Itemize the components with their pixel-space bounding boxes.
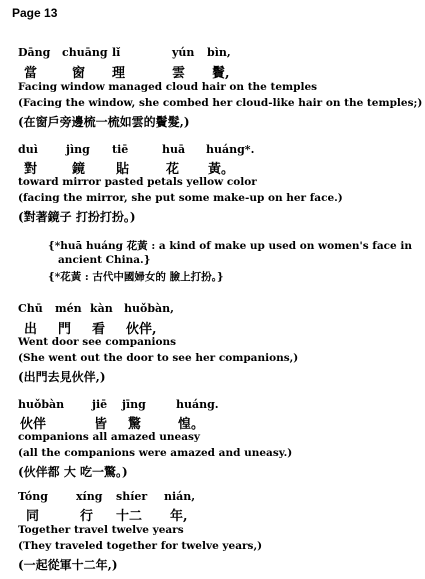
hanzi-char: 出	[24, 322, 38, 337]
hanzi-char: 貼	[116, 162, 130, 177]
hanzi-char: 鬢,	[212, 66, 230, 81]
pinyin-word: xíng	[76, 490, 103, 503]
hanzi-char: 鏡	[72, 162, 86, 177]
literal-line: companions all amazed uneasy	[18, 431, 201, 443]
pinyin-word: huáng.	[176, 398, 219, 411]
hanzi-char: 十二	[116, 509, 143, 524]
pinyin-word: huǒbàn	[18, 398, 65, 411]
pinyin-word: tiē	[112, 143, 129, 156]
page-title: Page 13	[12, 6, 58, 20]
hanzi-char: 同	[26, 509, 40, 524]
pinyin-word: jiē	[92, 398, 108, 411]
pinyin-word: huā	[162, 143, 186, 156]
chinese-translation: (對著鏡子 打扮打扮。)	[18, 210, 136, 224]
translation-line: (She went out the door to see her companions,)	[18, 352, 299, 364]
translation-line: (They traveled together for twelve years,)	[18, 540, 263, 552]
hanzi-char: 窗	[72, 66, 86, 81]
literal-line: Together travel twelve years	[18, 524, 184, 536]
pinyin-word: kàn	[90, 302, 113, 315]
hanzi-char: 皆	[94, 417, 108, 432]
footnote-line: ancient China.}	[58, 254, 151, 266]
pinyin-word: jìng	[66, 143, 90, 156]
chinese-translation: (在窗戶旁邊梳一梳如雲的鬢髮,)	[18, 115, 190, 129]
pinyin-word: mén	[55, 302, 82, 315]
translation-line: (all the companions were amazed and uneasy.)	[18, 447, 293, 459]
hanzi-char: 門	[58, 322, 72, 337]
pinyin-word: lǐ	[112, 46, 121, 59]
literal-line: Went door see companions	[18, 336, 177, 348]
chinese-translation: (一起從軍十二年,)	[18, 558, 118, 572]
translation-line: (facing the mirror, she put some make-up on her face.)	[18, 192, 343, 204]
chinese-translation: (伙伴都 大 吃一驚。)	[18, 465, 128, 479]
literal-line: toward mirror pasted petals yellow color	[18, 176, 257, 188]
hanzi-char: 惶。	[178, 417, 205, 432]
translation-line: (Facing the window, she combed her cloud-like hair on the temples;)	[18, 97, 423, 109]
hanzi-char: 雲	[172, 66, 186, 81]
pinyin-word: shíer	[116, 490, 148, 503]
hanzi-char: 當	[24, 66, 38, 81]
footnote-line: {*花黃 : 古代中國婦女的 臉上打扮。}	[48, 271, 224, 283]
hanzi-char: 花	[166, 162, 180, 177]
pinyin-word: Dāng	[18, 46, 51, 59]
pinyin-word: yún	[172, 46, 195, 59]
literal-line: Facing window managed cloud hair on the temples	[18, 81, 318, 93]
pinyin-word: Chū	[18, 302, 43, 315]
chinese-translation: (出門去見伙伴,)	[18, 370, 106, 384]
pinyin-word: Tóng	[18, 490, 48, 503]
pinyin-word: huǒbàn,	[124, 302, 174, 315]
pinyin-word: bìn,	[207, 46, 231, 59]
footnote-line: {*huā huáng 花黃 : a kind of make up used on women's face in	[48, 240, 412, 252]
hanzi-char: 理	[112, 66, 126, 81]
hanzi-char: 伙伴,	[126, 322, 157, 337]
pinyin-word: jīng	[122, 398, 146, 411]
hanzi-char: 黃。	[208, 162, 235, 177]
pinyin-word: duì	[18, 143, 38, 156]
hanzi-char: 驚	[128, 417, 142, 432]
pinyin-word: huáng*.	[206, 143, 255, 156]
pinyin-word: nián,	[164, 490, 196, 503]
pinyin-word: chuāng	[62, 46, 108, 59]
hanzi-char: 看	[92, 322, 106, 337]
hanzi-char: 伙伴	[20, 417, 47, 432]
hanzi-char: 對	[24, 162, 38, 177]
hanzi-char: 年,	[170, 509, 188, 524]
hanzi-char: 行	[80, 509, 94, 524]
